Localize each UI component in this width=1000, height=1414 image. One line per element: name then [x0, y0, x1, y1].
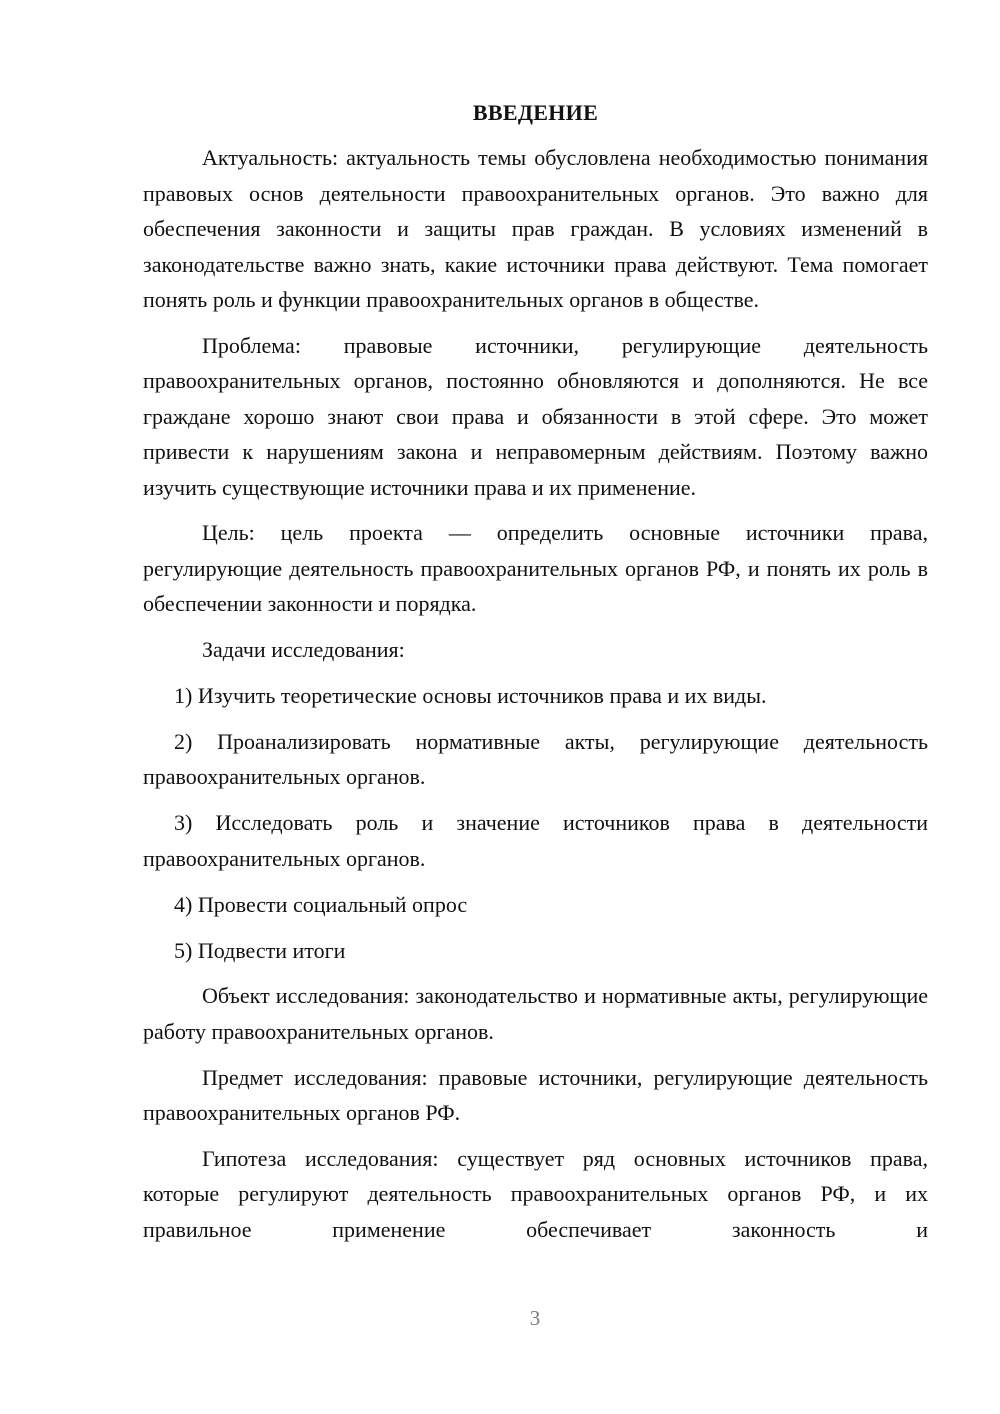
- paragraph-subject: Предмет исследования: правовые источники, регулирующие деятельность правоохранительных органов РФ.: [143, 1064, 928, 1126]
- page-number: 3: [529, 1306, 541, 1330]
- task-item-3: 3) Исследовать роль и значение источников права в деятельности правоохранительных органов.: [143, 810, 928, 871]
- task-item-1: 1) Изучить теоретические основы источников права и их виды.: [174, 683, 767, 709]
- paragraph-relevance: Актуальность: актуальность темы обусловлена необходимостью понимания правовых основ деятельности правоохранительных органов. Это важно для обеспечения законности и защиты прав граждан. В условиях изменений в законодательстве важно знать, какие источники права действуют. Тема помогает понять роль и функции правоохранительных органов в обществе.: [143, 145, 928, 313]
- paragraph-hypothesis: Гипотеза исследования: существует ряд основных источников права, которые регулируют деятельность правоохранительных органов РФ, и их правильное применение обеспечивает законность и: [143, 1146, 928, 1242]
- paragraph-problem: Проблема: правовые источники, регулирующие деятельность правоохранительных органов, постоянно обновляются и дополняются. Не все граждане хорошо знают свои права и обязанности в этой сфере. Это может привести к нарушениям закона и неправомерным действиям. Поэтому важно изучить существующие источники права и их применение.: [143, 332, 928, 500]
- task-item-4: 4) Провести социальный опрос: [174, 891, 468, 917]
- paragraph-goal: Цель: цель проекта — определить основные источники права, регулирующие деятельность правоохранительных органов РФ, и понять их роль в обеспечении законности и порядка.: [143, 520, 928, 617]
- task-item-5: 5) Подвести итоги: [174, 937, 346, 963]
- section-title: ВВЕДЕНИЕ: [472, 100, 599, 125]
- page-content: [143, 95, 928, 1258]
- task-item-2: 2) Проанализировать нормативные акты, регулирующие деятельность правоохранительных органов.: [143, 729, 928, 790]
- paragraph-object: Объект исследования: законодательство и нормативные акты, регулирующие работу правоохранительных органов.: [143, 983, 928, 1044]
- tasks-heading: Задачи исследования:: [202, 637, 405, 663]
